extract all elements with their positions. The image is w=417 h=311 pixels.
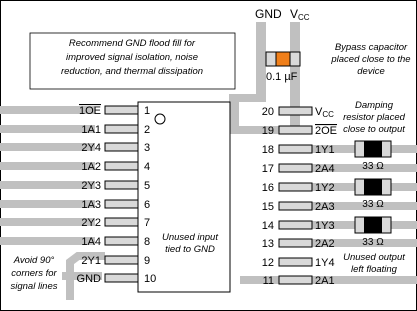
resistor-1-value: 33 Ω [362,161,384,172]
capacitor-value: 0.1 µF [266,71,298,83]
pin-label-5: 2Y3 [81,180,101,192]
damping-note-line2: resistor placed [343,112,405,123]
pin-label-8: 1A4 [81,236,101,248]
pin-label-16: 1Y2 [315,182,335,194]
pad-13 [279,239,312,247]
pad-12 [279,258,312,266]
unused-input-note-line2: tied to GND [165,244,215,255]
pad-14 [279,221,312,229]
pad-1 [105,106,138,114]
pin-label-2: 1A1 [81,124,101,136]
pin-label-1: 1OE [78,105,101,117]
pin-num-5: 5 [144,180,151,192]
right-pads [279,107,312,284]
gnd-trace [256,22,266,102]
pin-num-1: 1 [144,105,151,117]
pin-label-17: 2A4 [315,163,335,175]
left-pads [105,106,138,282]
pin-label-4: 1A2 [81,161,101,173]
pad-10 [105,274,138,282]
pad-16 [279,183,312,191]
pin-label-15: 2A3 [315,201,335,213]
pin-num-9: 9 [144,255,151,267]
pin-num-17: 17 [261,163,274,175]
bypass-capacitor [266,52,300,66]
pad-7 [105,218,138,226]
pad-3 [105,143,138,151]
pin-num-20: 20 [261,106,274,118]
resistor-2-center [364,179,382,195]
pin-num-4: 4 [144,161,151,173]
pin-label-12: 1Y4 [315,257,335,269]
flood-note-line3: reduction, and thermal dissipation [60,66,204,77]
pad-4 [105,162,138,170]
pin-num-6: 6 [144,199,151,211]
pin-num-14: 14 [261,220,274,232]
pin-num-8: 8 [144,236,151,248]
resistor-2-value: 33 Ω [362,199,384,210]
pin-num-12: 12 [261,257,274,269]
ic-body [138,102,230,292]
bypass-note-line1: Bypass capacitor [334,42,408,53]
pin-num-15: 15 [261,201,274,213]
unused-output-note-line1: Unused output [343,252,405,263]
pin-label-18: 1Y1 [315,144,335,156]
corners-note-line1: Avoid 90° [13,255,55,266]
pad-11 [279,276,312,284]
right-pin-numbers [262,106,274,287]
bypass-note-line3: device [357,66,385,77]
pad-18 [279,145,312,153]
pin-num-3: 3 [144,142,151,154]
pad-6 [105,200,138,208]
unused-input-note-line1: Unused input [162,232,218,243]
capacitor-center [276,52,290,66]
pin-num-7: 7 [144,217,151,229]
damping-resistors [355,141,391,233]
bypass-note-line2: placed close to the [331,54,411,65]
pin1-marker [155,114,165,124]
pad-19 [279,126,312,134]
pin-label-20: VCC [315,106,334,119]
pin-label-14: 1Y3 [315,220,335,232]
pin-num-11: 11 [262,275,274,287]
pin-label-7: 2Y2 [81,217,101,229]
resistor-3-center [364,217,382,233]
pin-label-10: GND [76,273,101,285]
pad-8 [105,237,138,245]
pin-num-18: 18 [261,144,274,156]
pin-num-19: 19 [261,125,274,137]
pad-5 [105,181,138,189]
resistor-3-value: 33 Ω [362,237,384,248]
vcc-label: VCC [290,7,310,22]
damping-note-line3: close to output [343,124,405,135]
gnd-label: GND [255,7,282,21]
pin-label-9: 2Y1 [81,255,101,267]
flood-note-line2: improved signal isolation, noise [65,52,199,63]
pad-9 [105,256,138,264]
corners-note-line3: signal lines [10,281,58,292]
pin-num-2: 2 [144,124,151,136]
pin-label-13: 2A2 [315,238,335,250]
unused-output-note-line2: left floating [351,264,397,275]
damping-note-line1: Damping [354,100,394,111]
pin-num-13: 13 [261,238,274,250]
pin-num-10: 10 [144,273,157,285]
pin-label-3: 2Y4 [81,142,101,154]
pad-17 [279,164,312,172]
pin-label-19: 2OE [315,125,338,137]
flood-note-line1: Recommend GND flood fill for [68,38,196,49]
pad-15 [279,202,312,210]
pin-label-11: 2A1 [315,275,335,287]
right-pin-labels [315,106,337,287]
corners-note-line2: corners for [11,268,57,279]
pin-num-16: 16 [261,182,274,194]
pin-label-6: 1A3 [81,199,101,211]
pad-20 [279,107,312,115]
pad-2 [105,125,138,133]
resistor-1-center [364,141,382,157]
